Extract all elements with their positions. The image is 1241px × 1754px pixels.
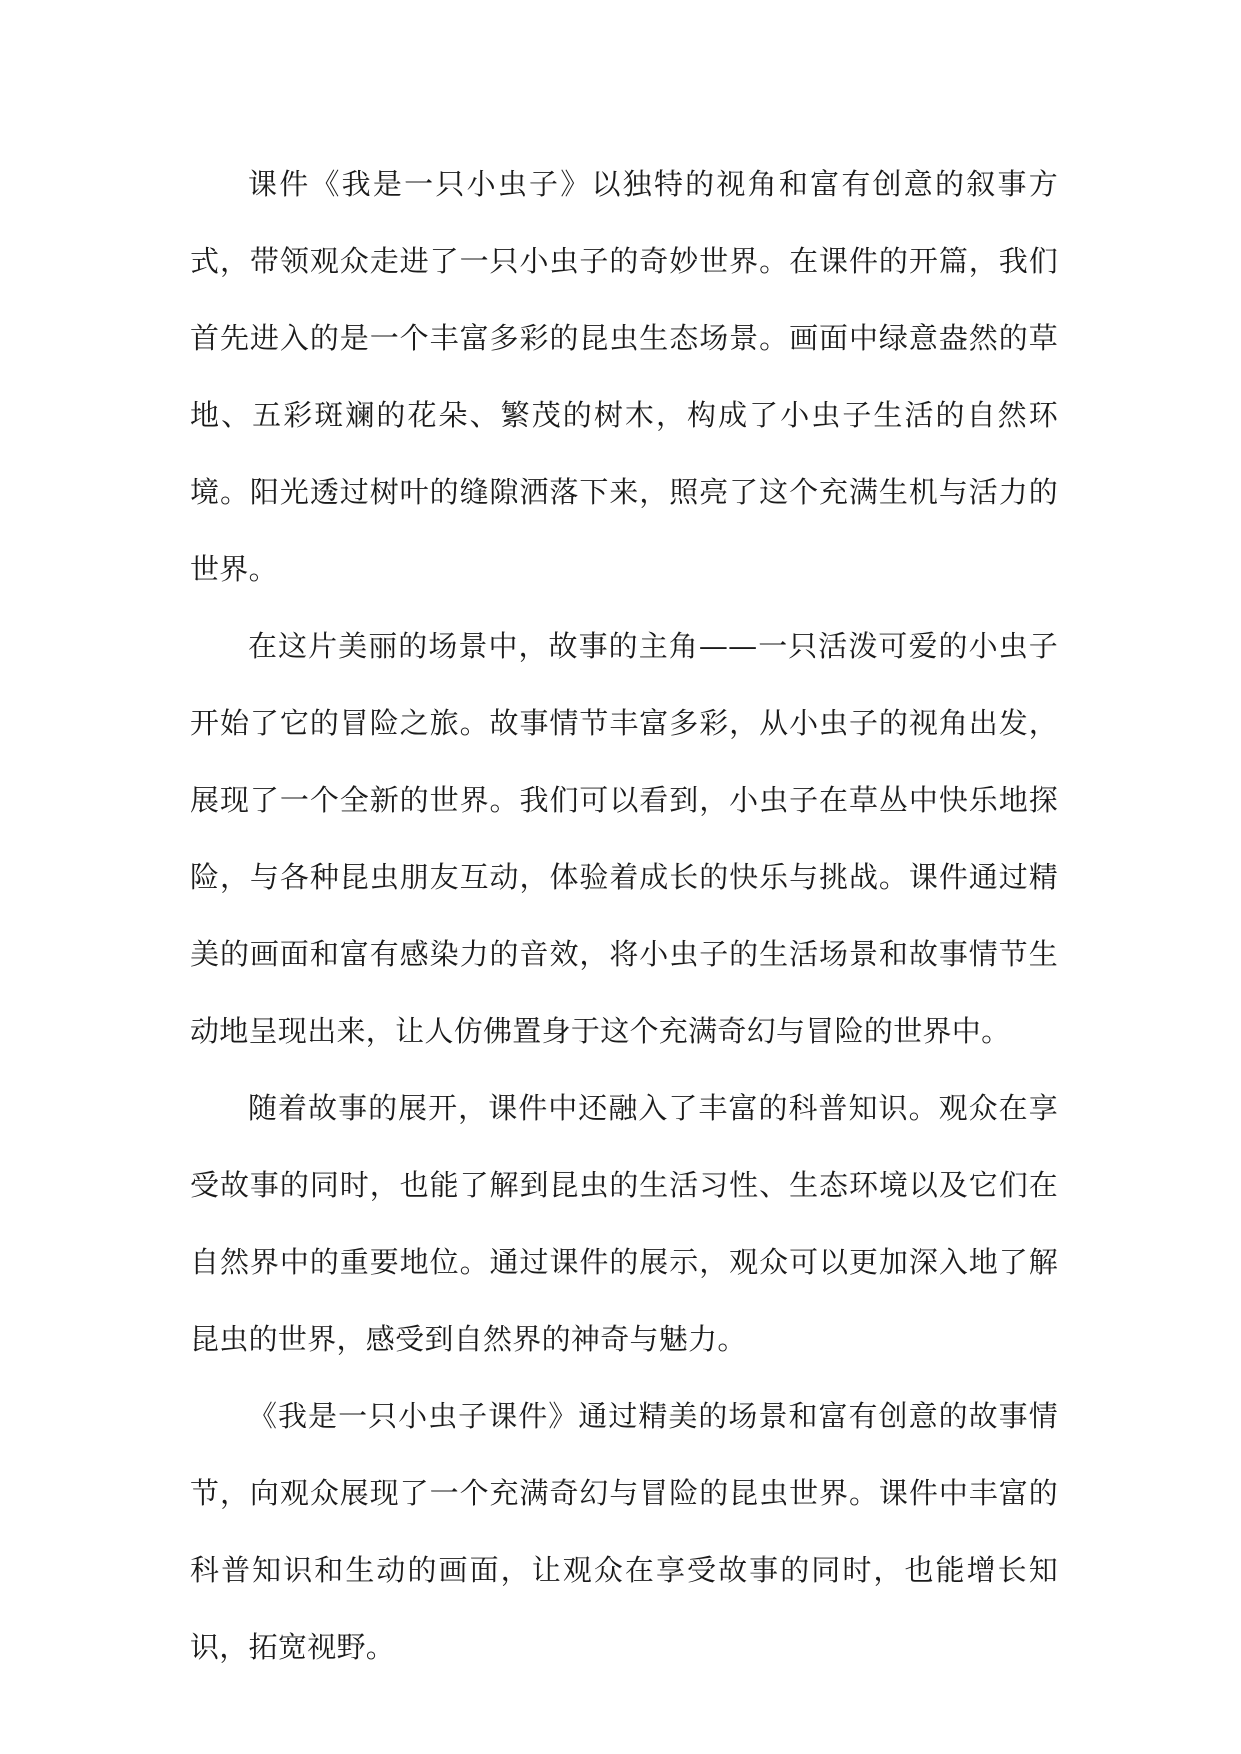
paragraph-2: 在这片美丽的场景中，故事的主角——一只活泼可爱的小虫子开始了它的冒险之旅。故事情节丰富多彩，从小虫子的视角出发，展现了一个全新的世界。我们可以看到，小虫子在草丛中快乐地探险，与各种昆虫朋友互动，体验着成长的快乐与挑战。课件通过精美的画面和富有感染力的音效，将小虫子的生活场景和故事情节生动地呈现出来，让人仿佛置身于这个充满奇幻与冒险的世界中。 bbox=[190, 629, 1058, 1048]
paragraph-1: 课件《我是一只小虫子》以独特的视角和富有创意的叙事方式，带领观众走进了一只小虫子的奇妙世界。在课件的开篇，我们首先进入的是一个丰富多彩的昆虫生态场景。画面中绿意盎然的草地、五彩斑斓的花朵、繁茂的树木，构成了小虫子生活的自然环境。阳光透过树叶的缝隙洒落下来，照亮了这个充满生机与活力的世界。 bbox=[190, 167, 1058, 586]
paragraph-3: 随着故事的展开，课件中还融入了丰富的科普知识。观众在享受故事的同时，也能了解到昆虫的生活习性、生态环境以及它们在自然界中的重要地位。通过课件的展示，观众可以更加深入地了解昆虫的世界，感受到自然界的神奇与魅力。 bbox=[190, 1091, 1058, 1356]
paragraph-4: 《我是一只小虫子课件》通过精美的场景和富有创意的故事情节，向观众展现了一个充满奇幻与冒险的昆虫世界。课件中丰富的科普知识和生动的画面，让观众在享受故事的同时，也能增长知识，拓宽视野。 bbox=[190, 1399, 1058, 1664]
document-body bbox=[190, 146, 1058, 1686]
